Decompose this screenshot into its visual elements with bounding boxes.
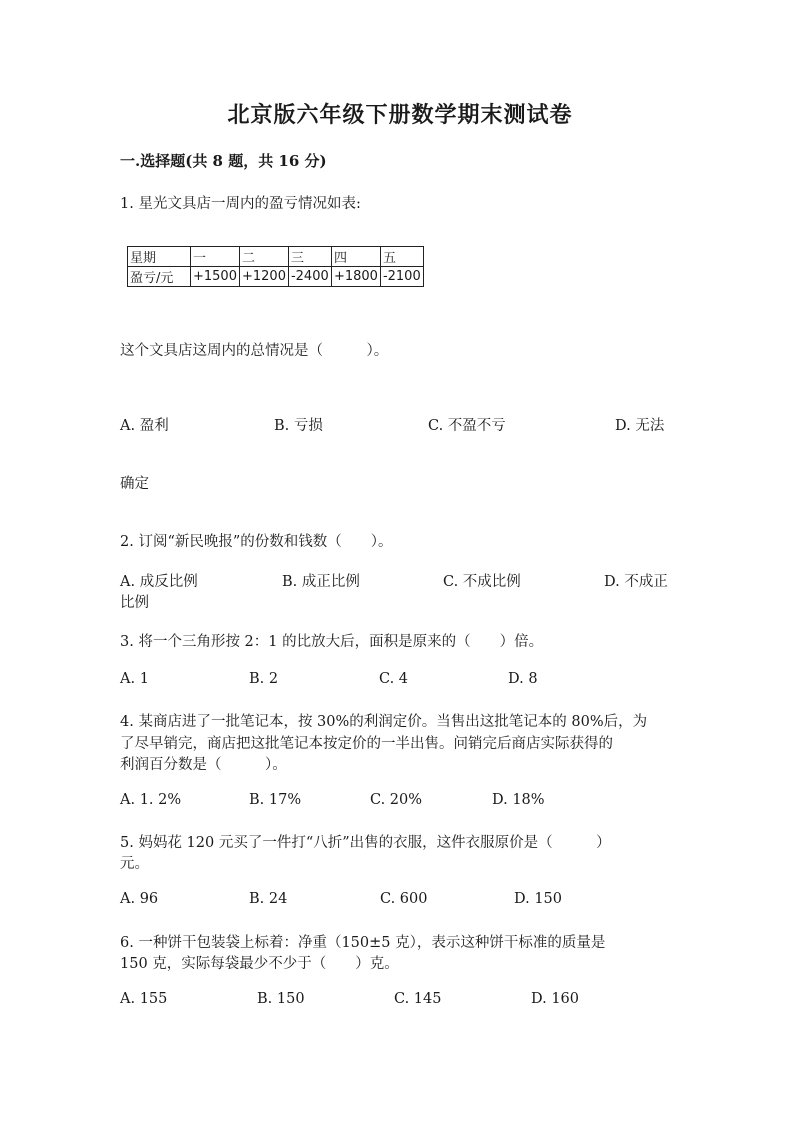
table-cell: 一 xyxy=(191,247,240,267)
table-cell: 星期 xyxy=(128,247,191,267)
q5-option-d: D. 150 xyxy=(514,891,563,907)
q3-option-a: A. 1 xyxy=(120,671,149,687)
q5-option-b: B. 24 xyxy=(249,891,288,907)
q1-stem: 1. 星光文具店一周内的盈亏情况如表: xyxy=(120,196,361,212)
q6-option-a: A. 155 xyxy=(120,991,168,1007)
q1-option-c: C. 不盈不亏 xyxy=(428,418,506,434)
q2-option-b: B. 成正比例 xyxy=(282,574,360,590)
q1-option-a: A. 盈利 xyxy=(120,418,169,434)
q6-option-c: C. 145 xyxy=(394,991,442,1007)
q5-stem-line-2: 元。 xyxy=(120,856,149,872)
table-cell: -2400 xyxy=(288,267,331,287)
q4-option-c: C. 20% xyxy=(370,792,423,808)
table-cell: 三 xyxy=(288,247,331,267)
q3-option-d: D. 8 xyxy=(508,671,538,687)
q6-stem-line-1: 6. 一种饼干包装袋上标着：净重（150±5 克），表示这种饼干标准的质量是 xyxy=(120,935,606,951)
q4-option-d: D. 18% xyxy=(492,792,545,808)
table-row xyxy=(128,247,424,267)
table-cell: +1500 xyxy=(191,267,240,287)
q4-stem-line-3: 利润百分数是（ ）。 xyxy=(120,757,287,773)
q2-stem: 2. 订阅“新民晚报”的份数和钱数（ ）。 xyxy=(120,534,393,550)
q5-option-c: C. 600 xyxy=(380,891,428,907)
table-cell: 盈亏/元 xyxy=(128,267,191,287)
q4-stem-line-1: 4. 某商店进了一批笔记本，按 30%的利润定价。当售出这批笔记本的 80%后，为 xyxy=(120,714,648,730)
q4-stem-line-2: 了尽早销完，商店把这批笔记本按定价的一半出售。问销完后商店实际获得的 xyxy=(120,736,613,752)
table-cell: 五 xyxy=(380,247,423,267)
q6-option-d: D. 160 xyxy=(531,991,580,1007)
q3-option-b: B. 2 xyxy=(249,671,279,687)
table-cell: 二 xyxy=(239,247,288,267)
q4-option-a: A. 1. 2% xyxy=(120,792,182,808)
q2-option-d-wrap: 比例 xyxy=(120,595,149,611)
q1-option-d-wrap: 确定 xyxy=(120,476,149,492)
table-cell: +1800 xyxy=(331,267,380,287)
q3-option-c: C. 4 xyxy=(379,671,409,687)
q1-question: 这个文具店这周内的总情况是（ ）。 xyxy=(120,343,389,359)
q2-option-d: D. 不成正 xyxy=(604,574,668,590)
q2-option-c: C. 不成比例 xyxy=(443,574,521,590)
table-cell: +1200 xyxy=(239,267,288,287)
q5-stem-line-1: 5. 妈妈花 120 元买了一件打“八折”出售的衣服，这件衣服原价是（ ） xyxy=(120,835,611,851)
q3-stem: 3. 将一个三角形按 2：1 的比放大后，面积是原来的（ ）倍。 xyxy=(120,634,544,650)
q6-option-b: B. 150 xyxy=(257,991,305,1007)
profit-loss-table xyxy=(127,246,424,287)
q1-option-d: D. 无法 xyxy=(615,418,665,434)
section-heading: 一.选择题(共 8 题，共 16 分) xyxy=(120,152,327,170)
q1-option-b: B. 亏损 xyxy=(274,418,323,434)
page-title: 北京版六年级下册数学期末测试卷 xyxy=(227,102,573,128)
table-cell: -2100 xyxy=(380,267,423,287)
table-cell: 四 xyxy=(331,247,380,267)
q2-option-a: A. 成反比例 xyxy=(120,574,198,590)
table-row xyxy=(128,267,424,287)
q5-option-a: A. 96 xyxy=(120,891,159,907)
q4-option-b: B. 17% xyxy=(249,792,302,808)
q6-stem-line-2: 150 克，实际每袋最少不少于（ ）克。 xyxy=(120,956,399,972)
